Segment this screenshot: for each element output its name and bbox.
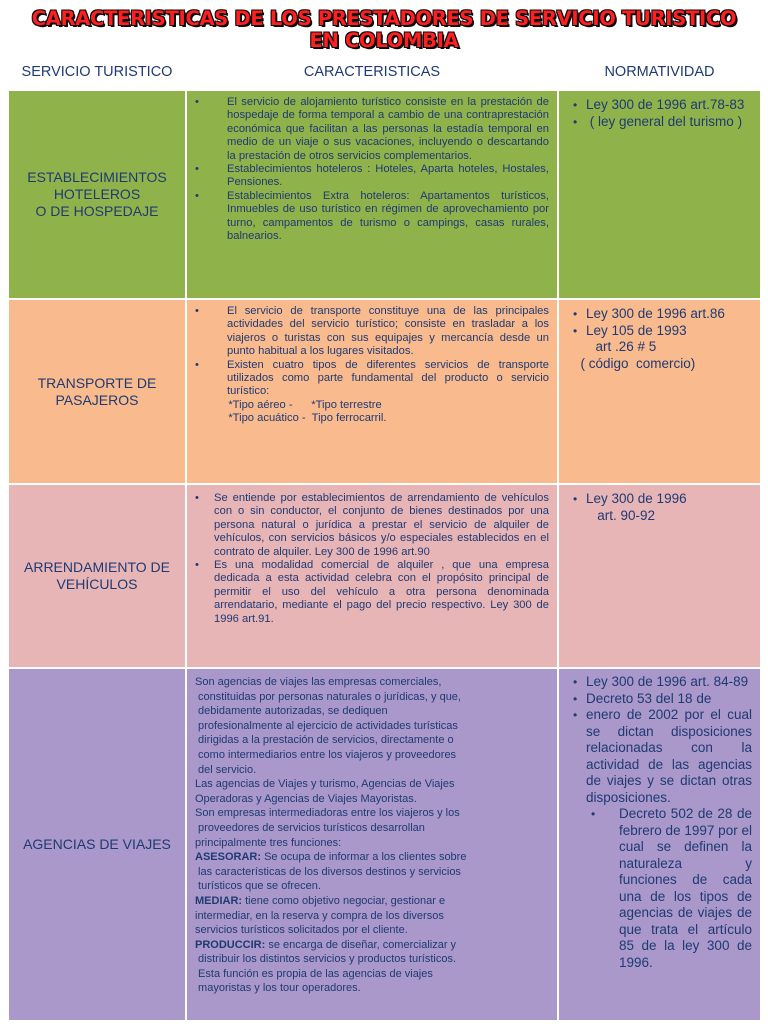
service-label-line: ARRENDAMIENTO DE [24,559,170,575]
service-cell [9,485,185,667]
service-label-line: TRANSPORTE DE [37,374,157,391]
characteristics-cell [187,669,557,1020]
function-term: PRODUCCIR: [195,938,266,951]
agency-text-line: Son agencias de viajes las empresas comerciales, [195,676,442,688]
characteristics-list [187,300,557,399]
norms-list [559,669,760,971]
service-label-line: O DE HOSPEDAJE [35,203,159,219]
agency-text-line: distribuir los distintos servicios y productos turísticos. [195,953,457,966]
norm-item: • Ley 300 de 1996 [586,491,754,508]
agency-text-line: turísticos que se ofrecen. [195,880,321,893]
norm-detail: art .26 # 5 [573,339,657,354]
characteristic-item: • El servicio de alojamiento turístico consiste en la prestación de hospedaje de forma temporal a cambio de una contraprestación económica que facilitan a las personas la estadía temporal en medio de un viaje o sus vacaciones, incluyendo o descartando la prestación de otros servicios complementarios. [227,96,549,163]
header-caracteristicas: CARACTERISTICAS [303,64,441,80]
characteristics-cell [187,91,557,298]
agency-text-line: principalmente tres funciones: [195,836,342,849]
title-line-1: CARACTERISTICAS DE LOS PRESTADORES DE SERVICIO TURISTICO [31,7,737,30]
norm-item: • Ley 300 de 1996 art.78-83 [586,97,754,114]
agency-text-line: Son empresas intermediadoras entre los viajeros y los [195,807,460,820]
norm-item: • Decreto 502 de 28 de febrero de 1997 por el cual se definen la naturaleza y funciones de cada una de los tipos de agencias de viajes de que trata el artículo 85 de la ley 300 de 1996. [586,806,752,971]
characteristics-cell [187,485,557,667]
norms-list [559,485,760,508]
service-label-line: ESTABLECIMIENTOS [27,169,167,185]
norms-cell [559,91,760,298]
norm-detail: ( código comercio) [573,355,696,371]
characteristic-item: • Es una modalidad comercial de alquiler , que una empresa dedicada a esta actividad celebra con el propósito principal de permitir el uso del vehículo a otra persona denominada arrendatario, mediante el pago del precio respectivo. Ley 300 de 1996 art.91. [214,559,549,626]
norm-item: • Ley 300 de 1996 art.86 [586,306,754,323]
agency-text-line: servicios turísticos solicitados por el cliente. [195,924,408,937]
characteristic-item: • Establecimientos Extra hoteleros: Apartamentos turísticos, Inmuebles de uso turístico en régimen de aprovechamiento por turno, campamentos de turismo o campings, casas rurales, balnearios. [227,190,549,244]
transport-type-line: *Tipo acuático - Tipo ferrocarril. [219,412,387,425]
characteristic-item: • Se entiende por establecimientos de arrendamiento de vehículos con o sin conductor, el conjunto de bienes destinados por una persona natural o jurídica a prestar el servicio de alquiler de vehículos, con servicios básicos y/o especiales establecidos en el contrato de alquiler. Ley 300 de 1996 art.90 [214,492,549,559]
function-text: Se ocupa de informar a los clientes sobre [261,851,467,864]
function-text: tiene como objetivo negociar, gestionar e [242,894,446,907]
header-servicio: SERVICIO TURISTICO [21,64,173,80]
norms-cell [559,669,760,1020]
agency-text-line: mayoristas y los tour operadores. [195,982,361,995]
agency-text-line: Esta función es propia de las agencias de viajes [195,967,433,980]
agency-text-line: intermediar, en la reserva y compra de los diversos [195,909,444,922]
norm-item: • Decreto 53 del 18 de [586,691,752,708]
agency-text-line: dirigidas a la prestación de servicios, directamente o [195,734,454,747]
agency-text-line: del servicio. [195,763,257,776]
function-mediar [195,894,551,909]
norm-item: • Ley 105 de 1993 [586,323,754,340]
service-label-line: PASAJEROS [55,391,139,408]
service-label-line: VEHÍCULOS [56,576,138,592]
norms-list [559,91,760,130]
norm-item: • Ley 300 de 1996 art. 84-89 [586,674,752,691]
agency-text-line: las características de los diversos destinos y servicios [195,865,461,878]
norm-detail: art. 90-92 [586,507,656,523]
service-cell [9,91,185,298]
characteristics-list [187,91,557,243]
norm-item: • ( ley general del turismo ) [586,114,754,131]
function-term: MEDIAR: [195,894,243,907]
page-title [0,8,768,52]
function-asesorar [195,850,551,865]
characteristic-item: • Establecimientos hoteleros : Hoteles, Aparta hoteles, Hostales, Pensiones. [227,163,549,190]
norm-item: • enero de 2002 por el cual se dictan disposiciones relacionadas con la actividad de las agencias de viajes y se dictan otras disposiciones. [586,707,752,806]
function-term: ASESORAR: [195,851,262,864]
transport-type-line: *Tipo aéreo - *Tipo terrestre [219,398,382,411]
characteristics-list [187,485,557,626]
title-line-2: EN COLOMBIA [309,29,459,52]
header-normatividad: NORMATIVIDAD [604,64,715,80]
function-producir [195,938,551,953]
agency-text-line: debidamente autorizadas, se dediquen [195,705,388,718]
agency-text-line: Operadoras y Agencias de Viajes Mayoristas. [195,792,417,805]
characteristic-item: • El servicio de transporte constituye una de las principales actividades del servicio turístico; consiste en trasladar a los viajeros o turistas con sus equipajes y mercancía desde un punto habitual a los lugares visitados. [227,305,549,359]
agency-text-line: constituidas por personas naturales o jurídicas, y que, [195,690,461,703]
characteristics-cell [187,300,557,483]
service-label-line: AGENCIAS DE VIAJES [23,836,171,852]
norms-list [559,300,760,339]
agency-text-line: profesionalmente al ejercicio de actividades turísticas [195,719,458,732]
agency-text-line: como intermediarios entre los viajeros y proveedores [195,748,457,761]
agency-text-line: Las agencias de Viajes y turismo, Agencias de Viajes [195,778,455,791]
service-label-line: HOTELEROS [53,186,141,202]
characteristic-item: • Existen cuatro tipos de diferentes servicios de transporte utilizados como parte fundamental del producto o servicio turístico: [227,359,549,399]
agency-text-line: proveedores de servicios turísticos desarrollan [195,821,425,834]
norms-cell [559,300,760,483]
function-text: se encarga de diseñar, comercializar y [265,938,457,951]
norms-cell [559,485,760,667]
service-cell [9,669,185,1020]
service-cell [9,300,185,483]
